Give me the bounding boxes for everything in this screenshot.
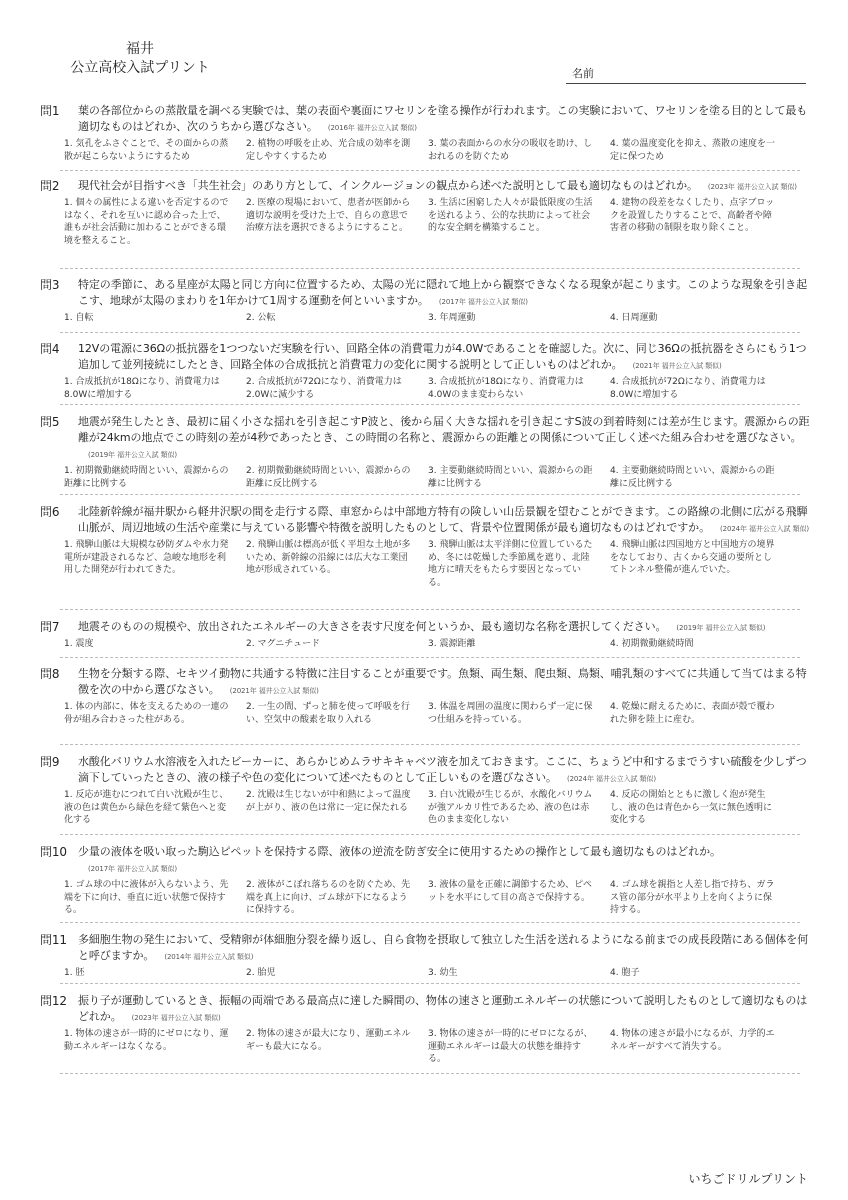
question-block	[40, 932, 810, 980]
question-stem	[40, 666, 810, 699]
answer-choice[interactable]: 2. マグニチュード	[246, 639, 320, 649]
question-block	[40, 844, 810, 917]
answer-choice[interactable]: 1. 自転	[64, 313, 94, 323]
question-source: (2017年 福井公立入試 類似)	[438, 298, 528, 306]
choice-list	[40, 539, 810, 589]
answer-choice[interactable]: 1. 気孔をふさぐことで、その面からの蒸散が起こらないようにするため	[64, 139, 229, 162]
question-text: 特定の季節に、ある星座が太陽と同じ方向に位置するため、太陽の光に隠れて地上から観察できなくなる現象が起こります。このような現象を引き起こす、地球が太陽のまわりを1年かけて1周する運動を何といいますか。	[78, 278, 807, 307]
choice-list	[40, 138, 810, 163]
question-block	[40, 504, 810, 589]
answer-choice[interactable]: 3. 体温を周囲の温度に関わらず一定に保つ仕組みを持っている。	[428, 702, 593, 725]
prefecture-label: 福井	[126, 41, 154, 57]
answer-choice[interactable]: 4. 飛騨山脈は四国地方と中国地方の境界をなしており、古くから交通の要所としてトンネル整備が進んでいた。	[610, 540, 775, 575]
answer-choice[interactable]: 4. 反応の開始とともに激しく泡が発生し、液の色は青色から一気に無色透明に変化する	[610, 790, 773, 825]
choice-list	[40, 789, 810, 827]
answer-choice[interactable]: 3. 生活に困窮した人々が最低限度の生活を送れるよう、公的な扶助によって社会的な安全網を構築すること。	[428, 198, 593, 233]
answer-choice[interactable]: 1. 飛騨山脈は大規模な砂防ダムや水力発電所が建設されるなど、急峻な地形を利用した開発が行われてきた。	[64, 540, 229, 575]
answer-choice[interactable]: 3. 葉の表面からの水分の吸収を助け、しおれるのを防ぐため	[428, 139, 593, 162]
question-stem	[40, 619, 810, 636]
question-number: 問2	[40, 179, 60, 193]
question-divider	[60, 494, 800, 495]
answer-choice[interactable]: 3. 白い沈殿が生じるが、水酸化バリウムが強アルカリ性であるため、液の色は赤色のまま変化しない	[428, 790, 593, 825]
question-text: 少量の液体を吸い取った駒込ピペットを保持する際、液体の逆流を防ぎ安全に使用するための操作として最も適切なものはどれか。	[78, 845, 721, 858]
answer-choice[interactable]: 4. 物体の速さが最小になるが、力学的エネルギーがすべて消失する。	[610, 1029, 775, 1052]
question-stem	[40, 993, 810, 1026]
choice-list	[40, 376, 810, 401]
question-number: 問8	[40, 667, 60, 681]
question-text: 水酸化バリウム水溶液を入れたビーカーに、あらかじめムラサキキャベツ液を加えておきます。ここに、ちょうど中和するまでうすい硫酸を少しずつ滴下していったときの、液の様子や色の変化について述べたものとして正しいものを選びなさい。	[78, 755, 807, 784]
question-divider	[60, 834, 800, 835]
answer-choice[interactable]: 4. 合成抵抗が72Ωになり、消費電力は8.0Wに増加する	[610, 377, 766, 400]
answer-choice[interactable]: 4. 胞子	[610, 968, 640, 978]
answer-choice[interactable]: 4. 乾燥に耐えるために、表面が殻で覆われた卵を陸上に産む。	[610, 702, 775, 725]
answer-choice[interactable]: 2. 飛騨山脈は標高が低く平坦な土地が多いため、新幹線の沿線には広大な工業団地が形成されている。	[246, 540, 411, 575]
answer-choice[interactable]: 1. 合成抵抗が18Ωになり、消費電力は8.0Wに増加する	[64, 377, 220, 400]
answer-choice[interactable]: 1. 物体の速さが一時的にゼロになり、運動エネルギーはなくなる。	[64, 1029, 229, 1052]
question-divider	[60, 332, 800, 333]
answer-choice[interactable]: 4. ゴム球を親指と人差し指で持ち、ガラス管の部分が水平より上を向くように保持する。	[610, 880, 775, 915]
answer-choice[interactable]: 3. 年周運動	[428, 313, 476, 323]
question-stem	[40, 754, 810, 787]
question-text: 振り子が運動しているとき、振幅の両端である最高点に達した瞬間の、物体の速さと運動エネルギーの状態について説明したものとして適切なものはどれか。	[78, 994, 808, 1023]
choice-list	[40, 465, 810, 490]
answer-choice[interactable]: 3. 主要動継続時間といい、震源からの距離に比例する	[428, 466, 593, 489]
question-number: 問7	[40, 620, 60, 634]
question-text: 地震が発生したとき、最初に届く小さな揺れを引き起こすP波と、後から届く大きな揺れを引き起こすS波の到着時刻には差が生じます。震源からの距離が24kmの地点でこの時刻の差が4秒であったとき、この時間の名称と、震源からの距離との関係について正しく述べた組み合わせを選びなさい。	[78, 415, 810, 444]
answer-choice[interactable]: 3. 震源距離	[428, 639, 476, 649]
question-divider	[60, 983, 800, 984]
question-divider	[60, 268, 800, 269]
question-divider	[60, 609, 800, 610]
choice-list	[40, 701, 810, 726]
question-number: 問1	[40, 104, 60, 118]
answer-choice[interactable]: 1. ゴム球の中に液体が入らないよう、先端を下に向け、垂直に近い状態で保持する。	[64, 880, 229, 915]
choice-list	[40, 1028, 810, 1066]
worksheet-title	[60, 40, 220, 78]
question-block	[40, 993, 810, 1066]
choice-list	[40, 197, 810, 247]
footer-brand: いちごドリルプリント	[688, 1172, 808, 1186]
question-block	[40, 619, 810, 651]
answer-choice[interactable]: 4. 主要動継続時間といい、震源からの距離に反比例する	[610, 466, 775, 489]
question-stem	[40, 341, 810, 374]
question-source: (2021年 福井公立入試 類似)	[229, 687, 319, 695]
answer-choice[interactable]: 2. 胎児	[246, 968, 276, 978]
answer-choice[interactable]: 2. 沈殿は生じないが中和熱によって温度が上がり、液の色は常に一定に保たれる	[246, 790, 411, 813]
answer-choice[interactable]: 3. 飛騨山脈は太平洋側に位置しているため、冬には乾燥した季節風を遮り、北陸地方に晴天をもたらす要因となっている。	[428, 540, 593, 588]
answer-choice[interactable]: 1. 個々の属性による違いを否定するのではなく、それを互いに認め合った上で、誰もが社会活動に加わることができる環境を整えること。	[64, 198, 229, 246]
answer-choice[interactable]: 3. 幼生	[428, 968, 458, 978]
question-text: 12Vの電源に36Ωの抵抗器を1つつないだ実験を行い、回路全体の消費電力が4.0Wであることを確認した。次に、同じ36Ωの抵抗器をさらにもう1つ追加して並列接続にしたとき、回路全体の合成抵抗と消費電力の変化に関する説明として正しいものはどれか。	[78, 342, 807, 371]
question-stem	[40, 932, 810, 965]
answer-choice[interactable]: 4. 建物の段差をなくしたり、点字ブロックを設置したりすることで、高齢者や障害者の移動の制限を取り除くこと。	[610, 198, 775, 233]
question-block	[40, 178, 810, 247]
answer-choice[interactable]: 2. 医療の現場において、患者が医師から適切な説明を受けた上で、自らの意思で治療方法を選択できるようにすること。	[246, 198, 411, 233]
question-source: (2023年 福井公立入試 類似)	[707, 183, 797, 191]
question-stem	[40, 178, 810, 195]
question-text: 北陸新幹線が福井駅から軽井沢駅の間を走行する際、車窓からは中部地方特有の険しい山岳景観を望むことができます。この路線の北側に広がる飛騨山脈が、周辺地域の生活や産業に与えている影響や特徴を説明したものとして、背景や位置関係が最も適切なものはどれですか。	[78, 505, 808, 534]
question-stem	[40, 504, 810, 537]
question-stem	[40, 277, 810, 310]
answer-choice[interactable]: 3. 液体の量を正確に調節するため、ピペットを水平にして目の高さで保持する。	[428, 880, 592, 903]
answer-choice[interactable]: 4. 日周運動	[610, 313, 658, 323]
answer-choice[interactable]: 4. 初期微動継続時間	[610, 639, 694, 649]
question-number: 問10	[40, 845, 67, 859]
question-number: 問5	[40, 415, 60, 429]
question-source: (2024年 福井公立入試 類似)	[719, 525, 810, 533]
question-number: 問4	[40, 342, 60, 356]
question-source: (2024年 福井公立入試 類似)	[566, 775, 656, 783]
answer-choice[interactable]: 2. 液体がこぼれ落ちるのを防ぐため、先端を真上に向け、ゴム球が下になるように保持する。	[246, 880, 411, 915]
question-source: (2019年 福井公立入試 類似)	[676, 624, 766, 632]
title-label: 公立高校入試プリント	[70, 60, 210, 76]
question-block	[40, 341, 810, 401]
answer-choice[interactable]: 3. 合成抵抗が18Ωになり、消費電力は4.0Wのまま変わらない	[428, 377, 584, 400]
question-block	[40, 414, 810, 490]
question-block	[40, 277, 810, 325]
question-divider	[60, 744, 800, 745]
question-text: 葉の各部位からの蒸散量を調べる実験では、葉の表面や裏面にワセリンを塗る操作が行われます。この実験において、ワセリンを塗る目的として最も適切なものはどれか、次のうちから選びなさい。	[78, 104, 808, 133]
question-block	[40, 666, 810, 726]
question-source: (2021年 福井公立入試 類似)	[632, 362, 722, 370]
question-source: (2014年 福井公立入試 類似)	[164, 953, 254, 961]
answer-choice[interactable]: 2. 一生の間、ずっと肺を使って呼吸を行い、空気中の酸素を取り入れる	[246, 702, 410, 725]
answer-choice[interactable]: 4. 葉の温度変化を抑え、蒸散の速度を一定に保つため	[610, 139, 775, 162]
question-divider	[60, 657, 800, 658]
answer-choice[interactable]: 1. 初期微動継続時間といい、震源からの距離に比例する	[64, 466, 229, 489]
question-number: 問3	[40, 278, 60, 292]
question-divider	[60, 170, 800, 171]
question-block	[40, 103, 810, 163]
question-divider	[60, 404, 800, 405]
question-source: (2019年 福井公立入試 類似)	[88, 451, 178, 459]
question-text: 地震そのものの規模や、放出されたエネルギーの大きさを表す尺度を何というか、最も適切な名称を選択してください。	[78, 620, 667, 633]
question-text: 多細胞生物の発生において、受精卵が体細胞分裂を繰り返し、自ら食物を摂取して独立した生活を送れるようになる前までの成長段階にある個体を何と呼びますか。	[78, 933, 809, 962]
answer-choice[interactable]: 2. 物体の速さが最大になり、運動エネルギーも最大になる。	[246, 1029, 411, 1052]
answer-choice[interactable]: 2. 合成抵抗が72Ωになり、消費電力は2.0Wに減少する	[246, 377, 402, 400]
answer-choice[interactable]: 2. 初期微動継続時間といい、震源からの距離に反比例する	[246, 466, 411, 489]
answer-choice[interactable]: 1. 体の内部に、体を支えるための一連の骨が組み合わさった柱がある。	[64, 702, 229, 725]
answer-choice[interactable]: 1. 震度	[64, 639, 94, 649]
question-divider	[60, 1073, 800, 1074]
choice-list	[40, 967, 810, 980]
question-number: 問12	[40, 994, 67, 1008]
question-source: (2023年 福井公立入試 類似)	[131, 1014, 221, 1022]
question-text: 生物を分類する際、セキツイ動物に共通する特徴に注目することが重要です。魚類、両生類、爬虫類、鳥類、哺乳類のすべてに共通して当てはまる特徴を次の中から選びなさい。	[78, 667, 807, 696]
question-text: 現代社会が目指すべき「共生社会」のあり方として、インクルージョンの観点から述べた説明として最も適切なものはどれか。	[78, 179, 698, 192]
name-label: 名前	[572, 67, 594, 80]
choice-list	[40, 638, 810, 651]
question-number: 問6	[40, 505, 60, 519]
answer-choice[interactable]: 2. 植物の呼吸を止め、光合成の効率を測定しやすくするため	[246, 139, 411, 162]
name-field[interactable]	[566, 63, 806, 84]
answer-choice[interactable]: 1. 反応が進むにつれて白い沈殿が生じ、液の色は黄色から緑色を経て紫色へと変化する	[64, 790, 229, 825]
question-number: 問11	[40, 933, 67, 947]
question-source: (2017年 福井公立入試 類似)	[88, 865, 178, 873]
question-stem	[40, 103, 810, 136]
question-divider	[60, 922, 800, 923]
question-block	[40, 754, 810, 827]
question-stem	[40, 414, 810, 463]
answer-choice[interactable]: 3. 物体の速さが一時的にゼロになるが、運動エネルギーは最大の状態を維持する。	[428, 1029, 593, 1064]
question-source: (2016年 福井公立入試 類似)	[327, 124, 417, 132]
question-stem	[40, 844, 810, 877]
answer-choice[interactable]: 2. 公転	[246, 313, 276, 323]
choice-list	[40, 312, 810, 325]
choice-list	[40, 879, 810, 917]
question-number: 問9	[40, 755, 60, 769]
answer-choice[interactable]: 1. 胚	[64, 968, 85, 978]
